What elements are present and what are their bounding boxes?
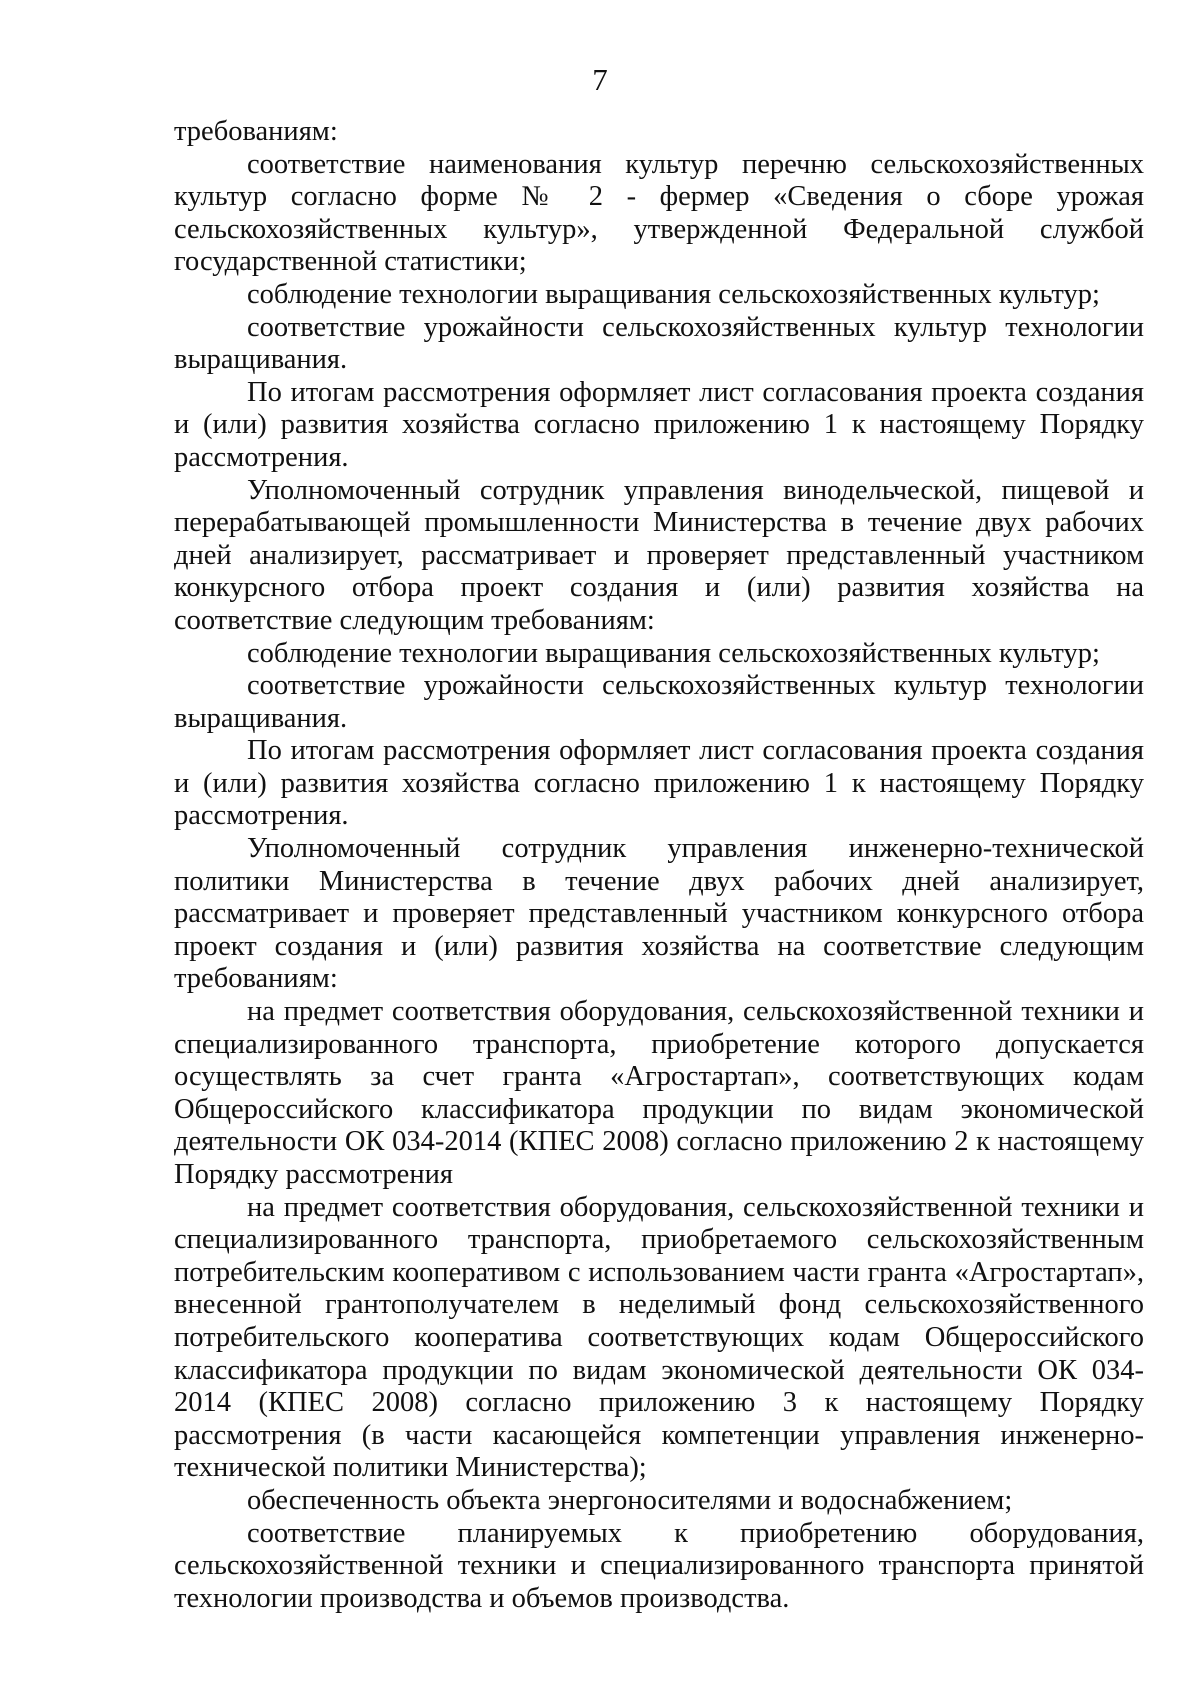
paragraph: Уполномоченный сотрудник управления винодельческой, пищевой и перерабатывающей промышленности Министерства в течение двух рабочих дней анализирует, рассматривает и проверяет представленный участником конкурсного отбора проект создания и (или) развития хозяйства на соответствие следующим требованиям:: [174, 474, 1144, 636]
paragraph: соответствие планируемых к приобретению оборудования, сельскохозяйственной техники и специализированного транспорта принятой технологии производства и объемов производства.: [174, 1517, 1144, 1614]
paragraph: соблюдение технологии выращивания сельскохозяйственных культур;: [247, 637, 1100, 669]
paragraph: обеспеченность объекта энергоносителями и водоснабжением;: [247, 1484, 1013, 1516]
paragraph: соответствие урожайности сельскохозяйственных культур технологии выращивания.: [174, 311, 1144, 376]
document-body: [174, 116, 1144, 1615]
page-number: 7: [592, 62, 608, 97]
paragraph: соответствие урожайности сельскохозяйственных культур технологии выращивания.: [174, 670, 1144, 734]
paragraph: требованиям:: [174, 116, 338, 147]
paragraph: По итогам рассмотрения оформляет лист согласования проекта создания и (или) развития хозяйства согласно приложению 1 к настоящему Порядку рассмотрения.: [174, 376, 1144, 473]
paragraph: на предмет соответствия оборудования, сельскохозяйственной техники и специализированного транспорта, приобретаемого сельскохозяйственным потребительским кооперативом с использованием части гранта «Агростартап», внесенной грантополучателем в неделимый фонд сельскохозяйственного потребительского кооператива соответствующих кодам Общероссийского классификатора продукции по видам экономической деятельности ОК 034-2014 (КПЕС 2008) согласно приложению 3 к настоящему Порядку рассмотрения (в части касающейся компетенции управления инженерно-технической политики Министерства);: [174, 1191, 1144, 1484]
paragraph: соответствие наименования культур перечню сельскохозяйственных культур согласно форме № 2 - фермер «Сведения о сборе урожая сельскохозяйственных культур», утвержденной Федеральной службой государственной статистики;: [174, 148, 1144, 278]
paragraph: соблюдение технологии выращивания сельскохозяйственных культур;: [247, 278, 1100, 310]
paragraph: Уполномоченный сотрудник управления инженерно-технической политики Министерства в течение двух рабочих дней анализирует, рассматривает и проверяет представленный участником конкурсного отбора проект создания и (или) развития хозяйства на соответствие следующим требованиям:: [174, 833, 1144, 995]
paragraph: По итогам рассмотрения оформляет лист согласования проекта создания и (или) развития хозяйства согласно приложению 1 к настоящему Порядку рассмотрения.: [174, 735, 1144, 832]
paragraph: на предмет соответствия оборудования, сельскохозяйственной техники и специализированного транспорта, приобретение которого допускается осуществлять за счет гранта «Агростартап», соответствующих кодам Общероссийского классификатора продукции по видам экономической деятельности ОК 034-2014 (КПЕС 2008) согласно приложению 2 к настоящему Порядку рассмотрения: [174, 996, 1144, 1190]
